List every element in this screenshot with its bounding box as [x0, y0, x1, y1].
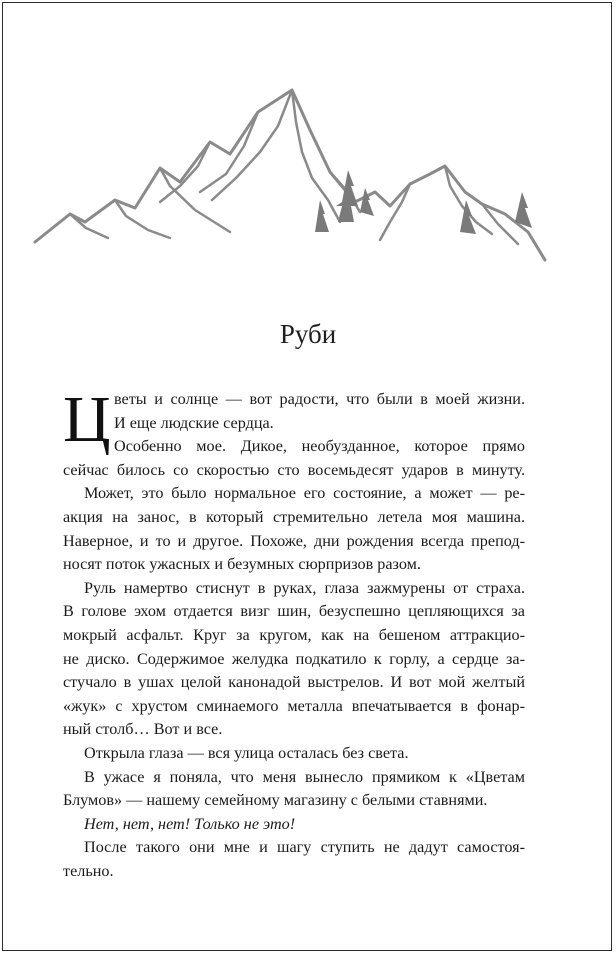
text-line: После такого они мне и шагу ступить не дадут самостоя- — [84, 838, 525, 857]
text-line: В ужасе я поняла, что меня вынесло прямиком к «Цветам — [84, 767, 525, 786]
text-line: Наверное, и то и другое. Похоже, дни рождения всегда препод- — [63, 531, 525, 550]
text-line: Блумов» — нашему семейному магазину с белыми ставнями. — [63, 791, 488, 810]
italic-text-line: Нет, нет, нет! Только не это! — [84, 814, 296, 833]
text-line: Особенно мое. Дикое, необузданное, которое прямо — [114, 437, 525, 456]
mountain-range-icon — [30, 82, 550, 268]
text-line: Руль намертво стиснут в руках, глаза зажмурены от страха. — [84, 578, 525, 597]
text-line: сейчас билось со скоростью сто восемьдесят ударов в минуту. — [63, 460, 525, 479]
text-line: «жук» с хрустом сминаемого металла впечатывается в фонар- — [63, 696, 525, 715]
text-line: мокрый асфальт. Круг за кругом, как на бешеном аттракцио- — [63, 625, 525, 644]
text-line: веты и солнце — вот радости, что были в моей жизни. — [114, 390, 525, 408]
text-line: Открыла глаза — вся улица осталась без света. — [84, 743, 409, 762]
chapter-title: Руби — [279, 319, 337, 349]
text-line: В голове эхом отдается визг шин, безуспешно цепляющихся за — [63, 602, 525, 621]
drop-cap-letter: Ц — [63, 383, 111, 456]
chapter-body — [63, 383, 525, 883]
text-line: ный столб… Вот и все. — [63, 720, 223, 739]
text-line: Может, это было нормальное его состояние, а может — ре- — [84, 484, 525, 503]
text-line: носят поток ужасных и безумных сюрпризов разом. — [63, 555, 421, 574]
text-line: И еще людские сердца. — [114, 413, 274, 432]
dropcap-paragraph — [63, 383, 525, 459]
text-line: не диско. Содержимое желудка подкатило к горлу, а сердце за- — [63, 649, 525, 668]
text-line: тельно. — [63, 861, 114, 880]
text-line: стучало в ушах целой канонадой выстрелов. И вот мой желтый — [63, 673, 525, 692]
text-line: акция на занос, в который стремительно летела моя машина. — [63, 507, 525, 526]
